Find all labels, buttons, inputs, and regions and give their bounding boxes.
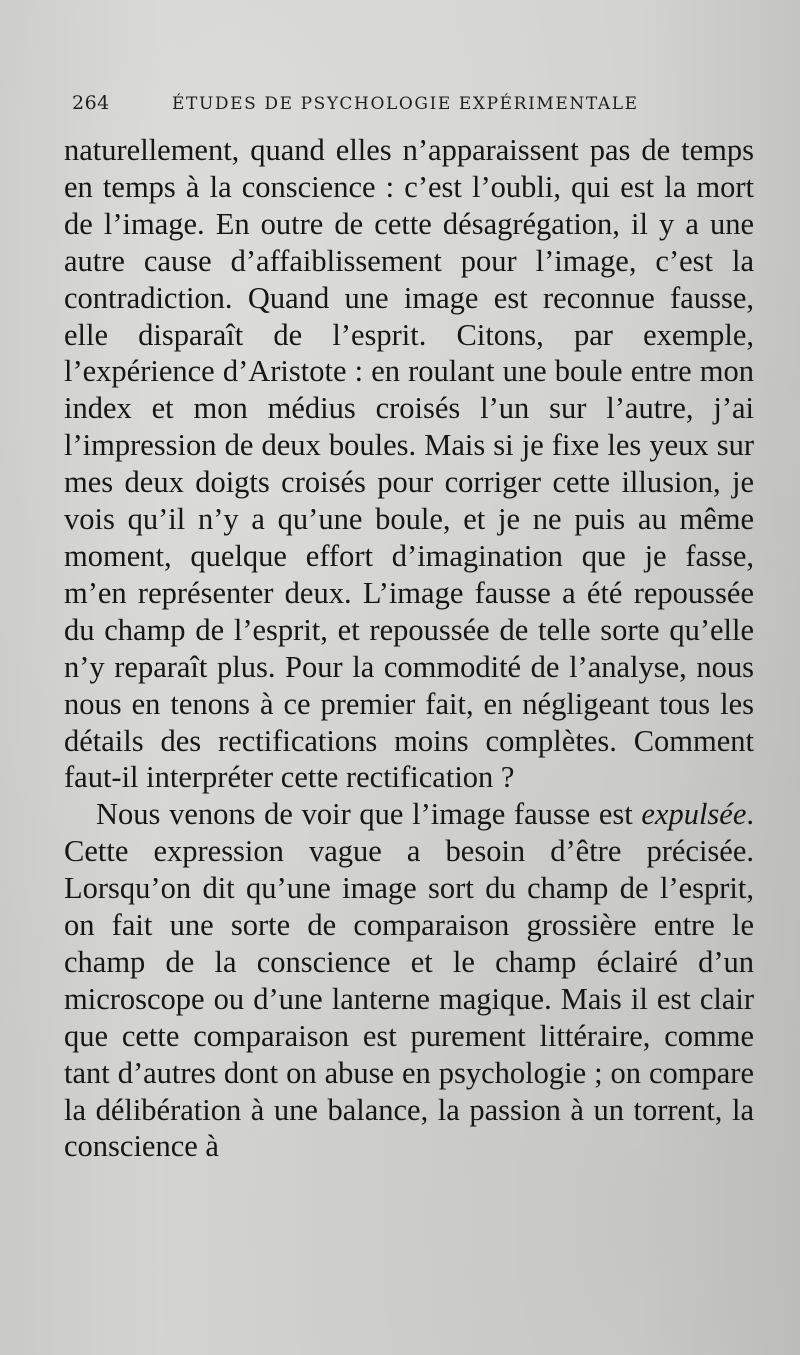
running-title: ÉTUDES DE PSYCHOLOGIE EXPÉRIMENTALE	[172, 94, 639, 114]
body-text	[64, 132, 754, 1165]
paragraph-1: naturellement, quand elles n’apparaissent pas de temps en temps à la conscience : c’est l’oubli, qui est la mort de l’image. En outre de cette désagrégation, il y a une autre cause d’affaiblissement pour l’image, c’est la contradiction. Quand une image est reconnue fausse, elle disparaît de l’esprit. Citons, par exemple, l’expérience d’Aristote : en roulant une boule entre mon index et mon médius croisés l’un sur l’autre, j’ai l’impression de deux boules. Mais si je fixe les yeux sur mes deux doigts croisés pour corriger cette illusion, je vois qu’il n’y a qu’une boule, et je ne puis au même moment, quelque effort d’imagination que je fasse, m’en représenter deux. L’image fausse a été repoussée du champ de l’esprit, et repoussée de telle sorte qu’elle n’y reparaît plus. Pour la commodité de l’analyse, nous nous en tenons à ce premier fait, en négligeant tous les détails des rectifications moins complètes. Comment faut-il interpréter cette rectification ?	[64, 133, 754, 795]
running-head	[72, 92, 672, 120]
page-number: 264	[72, 92, 110, 114]
paragraph-2	[64, 796, 754, 1165]
paragraph-2-intro: Nous venons de voir que l’image fausse est	[96, 797, 633, 832]
emphasized-word: expulsée	[641, 797, 747, 832]
paragraph-2-rest: . Cette expression vague a besoin d’être précisée. Lorsqu’on dit qu’une image sort du champ de l’esprit, on fait une sorte de comparaison grossière entre le champ de la conscience et le champ éclairé d’un microscope ou d’une lanterne magique. Mais il est clair que cette comparaison est purement littéraire, comme tant d’autres dont on abuse en psychologie ; on compare la délibération à une balance, la passion à un torrent, la conscience à	[64, 797, 754, 1164]
